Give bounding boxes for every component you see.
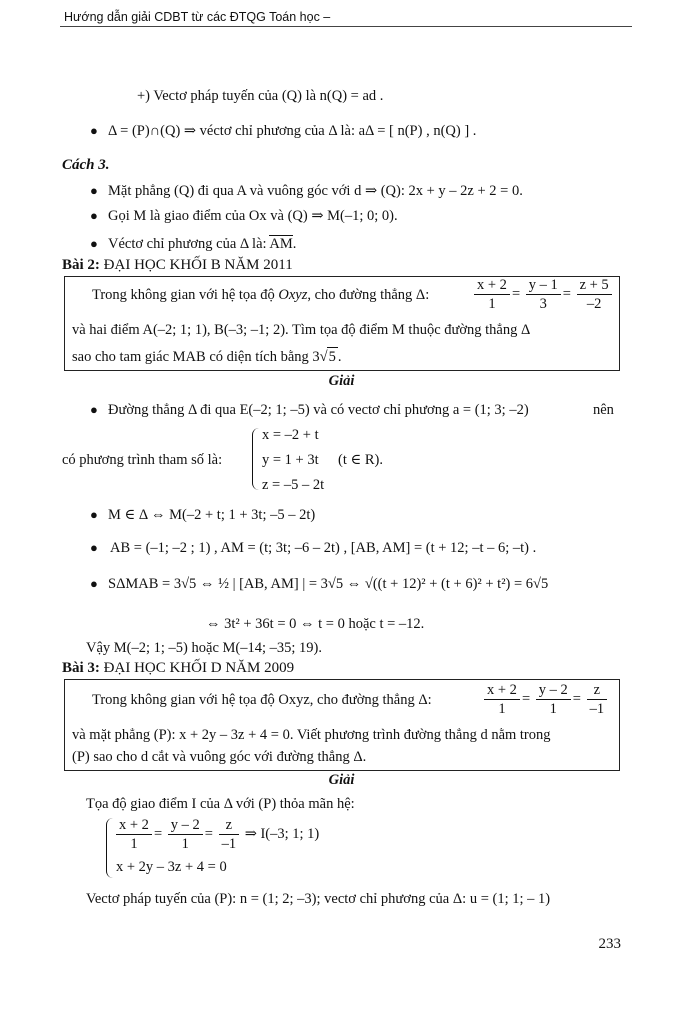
bullet-icon: ● <box>90 183 98 198</box>
intro-line-1 <box>137 87 383 105</box>
denominator: –2 <box>586 296 602 312</box>
text: Vectơ pháp tuyến của (P): <box>86 891 237 907</box>
intro-line-2 <box>108 122 476 140</box>
solution-3-heading: Giải <box>328 772 355 788</box>
problem-2-line-1 <box>92 286 429 304</box>
page-number: 233 <box>598 936 621 952</box>
problem-2-heading <box>62 257 293 274</box>
numerator: y – 2 <box>168 816 203 835</box>
bullet-icon: ● <box>90 576 98 591</box>
solution-2-step-3: M ∈ Δ ⇔ M(–2 + t; 1 + 3t; –5 – 2t) <box>108 507 316 523</box>
intro-normal-vector-text: +) Vectơ pháp tuyến của (Q) là <box>137 88 317 104</box>
numerator: y – 2 <box>536 681 571 700</box>
solution-2-step-2: có phương trình tham số là: <box>62 452 223 468</box>
solution-2-heading: Giải <box>328 373 355 389</box>
method-3-item-3 <box>108 235 296 253</box>
fraction <box>116 816 152 853</box>
area-equation: ½ | [AB, AM] | = 3√5 ⇔ √((t + 12)² + (t + 6)² + t²) = 6√5 <box>218 576 549 592</box>
intro-direction-vector-text: Δ = (P)∩(Q) ⇒ véctơ chỉ phương của Δ là: <box>108 123 355 139</box>
problem-3-line-3: (P) sao cho d cắt và vuông góc với đường thẳng Δ. <box>72 749 367 765</box>
numerator: x + 2 <box>116 816 152 835</box>
intro-normal-vector-formula: n(Q) = ad . <box>319 88 384 104</box>
fraction <box>526 276 561 313</box>
problem-3-line-2: và mặt phẳng (P): x + 2y – 3z + 4 = 0. Viết phương trình đường thẳng d nằm trong <box>72 727 551 743</box>
problem-3-line-1: Trong không gian với hệ tọa độ Oxyz, cho đường thẳng Δ: <box>92 692 432 708</box>
bullet-icon: ● <box>90 507 98 522</box>
method-3-item-2: Gọi M là giao điểm của Ox và (Q) ⇒ M(–1; 0; 0). <box>108 208 398 224</box>
numerator: x + 2 <box>484 681 520 700</box>
solution-2-step-1-end: nên <box>593 402 614 418</box>
system-eq-x: x = –2 + t <box>262 427 319 443</box>
fraction <box>484 681 520 718</box>
header-rule <box>60 26 632 27</box>
denominator: 3 <box>539 296 547 312</box>
intro-direction-vector-formula: aΔ = [ n(P) , n(Q) ] . <box>358 123 477 139</box>
problem-3-title: ĐẠI HỌC KHỐI D NĂM 2009 <box>103 660 295 676</box>
method-3-item-1: Mặt phẳng (Q) đi qua A và vuông góc với d ⇒ (Q): 2x + y – 2z + 2 = 0. <box>108 183 523 199</box>
vector-am: AM <box>269 236 293 252</box>
method-3-item-3-text: Véctơ chỉ phương của Δ là: <box>108 236 267 252</box>
problem-2-line-equation: $\frac{x + 2}{1}$ = $\frac{y - 1}{3}$ = $\frac{z + 5}{-2}$ <box>472 276 614 313</box>
running-header: Hướng dẫn giải CDBT từ các ĐTQG Toán học – <box>64 10 331 24</box>
problem-2-title: ĐẠI HỌC KHỐI B NĂM 2011 <box>103 257 293 273</box>
numerator: z <box>219 816 240 835</box>
numerator: x + 2 <box>474 276 510 295</box>
method-3-heading: Cách 3. <box>62 157 110 173</box>
radicand: 5 <box>328 349 336 365</box>
system-1-equation: $\frac{x + 2}{1}$ = $\frac{y - 2}{1}$ = $\frac{z}{-1}$ ⇒ I(–3; 1; 1) <box>114 816 319 853</box>
fraction <box>587 681 608 718</box>
vector-am: AM = (t; 3t; –6 – 2t) , <box>220 540 348 556</box>
area-condition: SΔMAB = 3√5 ⇔ <box>108 576 215 592</box>
solution-2-conclusion: Vậy M(–2; 1; –5) hoặc M(–14; –35; 19). <box>86 640 322 656</box>
problem-2-line-2: và hai điểm A(–2; 1; 1), B(–3; –1; 2). Tìm tọa độ điểm M thuộc đường thẳng Δ <box>72 322 531 338</box>
problem-3-heading <box>62 660 294 677</box>
normal-vector: n = (1; 2; –3) <box>239 891 317 907</box>
denominator: 1 <box>488 296 496 312</box>
solution-2-step-1 <box>108 401 529 419</box>
system-condition: (t ∈ R). <box>338 452 383 468</box>
numerator: z + 5 <box>577 276 612 295</box>
fraction <box>577 276 612 313</box>
bullet-icon: ● <box>90 402 98 417</box>
text: Đường thẳng Δ đi qua E(–2; 1; –5) và có vectơ chỉ phương <box>108 402 450 418</box>
denominator: 1 <box>549 701 557 717</box>
denominator: 1 <box>498 701 506 717</box>
cross-product: [AB, AM] = (t + 12; –t – 6; –t) . <box>350 540 537 556</box>
intersection-result: ⇒ I(–3; 1; 1) <box>244 825 320 842</box>
numerator: z <box>587 681 608 700</box>
system-brace <box>252 428 259 490</box>
fraction <box>219 816 240 853</box>
direction-vector: u = (1; 1; – 1) <box>469 891 551 907</box>
bullet-icon: ● <box>90 236 98 251</box>
text: ; vectơ chỉ phương của Δ: <box>316 891 467 907</box>
text: Trong không gian với hệ tọa độ <box>92 287 275 303</box>
coordinate-system: Oxyz <box>278 287 308 303</box>
problem-2-label: Bài 2: <box>62 257 100 273</box>
system-eq-y: y = 1 + 3t <box>262 452 319 468</box>
text: sao cho tam giác MAB có diện tích bằng 3 <box>72 349 320 365</box>
fraction <box>474 276 510 313</box>
system-2-equation: x + 2y – 3z + 4 = 0 <box>116 859 227 875</box>
system-brace <box>106 818 113 878</box>
problem-3-line-equation: $\frac{x + 2}{1}$ = $\frac{y - 2}{1}$ = $\frac{z}{-1}$ <box>482 681 609 718</box>
period: . <box>337 349 342 365</box>
text: , cho đường thẳng Δ: <box>307 287 430 303</box>
system-eq-z: z = –5 – 2t <box>262 477 325 493</box>
denominator: 1 <box>181 836 189 852</box>
bullet-icon: ● <box>90 208 98 223</box>
bullet-icon: ● <box>90 123 98 138</box>
solution-3-step-2 <box>86 890 550 908</box>
denominator: –1 <box>221 836 237 852</box>
solution-3-step-1: Tọa độ giao điểm I của Δ với (P) thỏa mãn hệ: <box>86 796 355 812</box>
fraction <box>536 681 571 718</box>
problem-2-line-3: sao cho tam giác MAB có diện tích bằng 3√5 . <box>72 349 342 365</box>
direction-vector: a = (1; 3; –2) <box>452 402 529 418</box>
denominator: 1 <box>130 836 138 852</box>
vector-ab: AB = (–1; –2 ; 1) , <box>110 540 218 556</box>
problem-3-label: Bài 3: <box>62 660 100 676</box>
bullet-icon: ● <box>90 540 98 555</box>
solution-2-step-6: ⇔ 3t² + 36t = 0 ⇔ t = 0 hoặc t = –12. <box>206 616 425 632</box>
period: . <box>292 236 297 252</box>
solution-2-step-5 <box>108 575 548 593</box>
solution-2-step-4 <box>110 539 536 557</box>
numerator: y – 1 <box>526 276 561 295</box>
denominator: –1 <box>589 701 605 717</box>
fraction <box>168 816 203 853</box>
